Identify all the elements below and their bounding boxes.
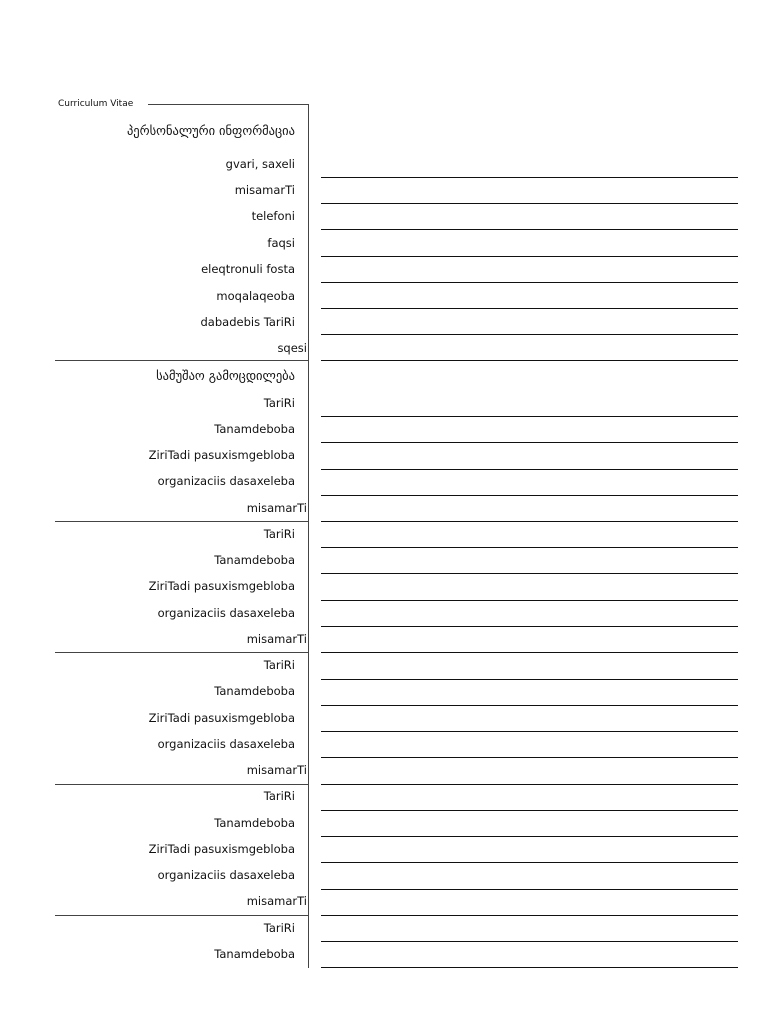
cv-header: Curriculum Vitae xyxy=(58,98,137,110)
header-rule xyxy=(148,104,309,105)
entry-input-line[interactable] xyxy=(321,862,738,863)
field-label: moqalaqeoba xyxy=(216,289,295,303)
entry-label: ZiriTadi pasuxismgebloba xyxy=(148,711,295,725)
entry-input-line[interactable] xyxy=(321,731,738,732)
entry-input-line[interactable] xyxy=(321,679,738,680)
entry-input-line[interactable] xyxy=(321,941,738,942)
entry-input-line[interactable] xyxy=(321,495,738,496)
entry-input-line[interactable] xyxy=(321,416,738,417)
field-input-line[interactable] xyxy=(321,360,738,361)
entry-label: TariRi xyxy=(263,527,295,541)
entry-label: Tanamdeboba xyxy=(214,553,295,567)
field-label: misamarTi xyxy=(234,183,295,197)
field-input-line[interactable] xyxy=(321,308,738,309)
entry-label: organizaciis dasaxeleba xyxy=(157,606,295,620)
entry-input-line[interactable] xyxy=(321,600,738,601)
entry-label: TariRi xyxy=(263,658,295,672)
field-label: telefoni xyxy=(251,209,295,223)
entry-input-line[interactable] xyxy=(321,521,738,522)
field-label: gvari, saxeli xyxy=(225,157,295,171)
entry-separator xyxy=(55,652,309,653)
entry-label: organizaciis dasaxeleba xyxy=(157,474,295,488)
section-separator xyxy=(55,360,309,361)
field-label: faqsi xyxy=(267,236,295,250)
field-input-line[interactable] xyxy=(321,282,738,283)
entry-input-line[interactable] xyxy=(321,626,738,627)
entry-separator xyxy=(55,521,309,522)
entry-label: misamarTi xyxy=(246,894,307,908)
entry-input-line[interactable] xyxy=(321,652,738,653)
entry-input-line[interactable] xyxy=(321,889,738,890)
entry-input-line[interactable] xyxy=(321,442,738,443)
entry-label: Tanamdeboba xyxy=(214,816,295,830)
entry-label: Tanamdeboba xyxy=(214,947,295,961)
entry-input-line[interactable] xyxy=(321,784,738,785)
entry-label: misamarTi xyxy=(246,501,307,515)
entry-input-line[interactable] xyxy=(321,836,738,837)
entry-input-line[interactable] xyxy=(321,915,738,916)
field-input-line[interactable] xyxy=(321,177,738,178)
entry-label: organizaciis dasaxeleba xyxy=(157,868,295,882)
entry-input-line[interactable] xyxy=(321,705,738,706)
field-input-line[interactable] xyxy=(321,229,738,230)
field-label: eleqtronuli fosta xyxy=(201,262,295,276)
entry-label: TariRi xyxy=(263,789,295,803)
field-input-line[interactable] xyxy=(321,256,738,257)
entry-input-line[interactable] xyxy=(321,547,738,548)
column-divider xyxy=(308,104,309,968)
work-experience-title: სამუშაო გამოცდილება xyxy=(156,368,295,383)
entry-label: Tanamdeboba xyxy=(214,684,295,698)
entry-label: organizaciis dasaxeleba xyxy=(157,737,295,751)
field-input-line[interactable] xyxy=(321,203,738,204)
entry-label: ZiriTadi pasuxismgebloba xyxy=(148,448,295,462)
entry-separator xyxy=(55,784,309,785)
field-label: dabadebis TariRi xyxy=(200,315,295,329)
entry-label: TariRi xyxy=(263,396,295,410)
entry-label: ZiriTadi pasuxismgebloba xyxy=(148,579,295,593)
entry-label: misamarTi xyxy=(246,632,307,646)
personal-info-title: პერსონალური ინფორმაცია xyxy=(126,123,295,138)
entry-input-line[interactable] xyxy=(321,573,738,574)
entry-input-line[interactable] xyxy=(321,757,738,758)
entry-input-line[interactable] xyxy=(321,469,738,470)
entry-label: misamarTi xyxy=(246,763,307,777)
entry-label: Tanamdeboba xyxy=(214,422,295,436)
entry-input-line[interactable] xyxy=(321,967,738,968)
entry-input-line[interactable] xyxy=(321,810,738,811)
entry-separator xyxy=(55,915,309,916)
entry-label: ZiriTadi pasuxismgebloba xyxy=(148,842,295,856)
field-label: sqesi xyxy=(277,341,307,355)
entry-label: TariRi xyxy=(263,921,295,935)
field-input-line[interactable] xyxy=(321,334,738,335)
